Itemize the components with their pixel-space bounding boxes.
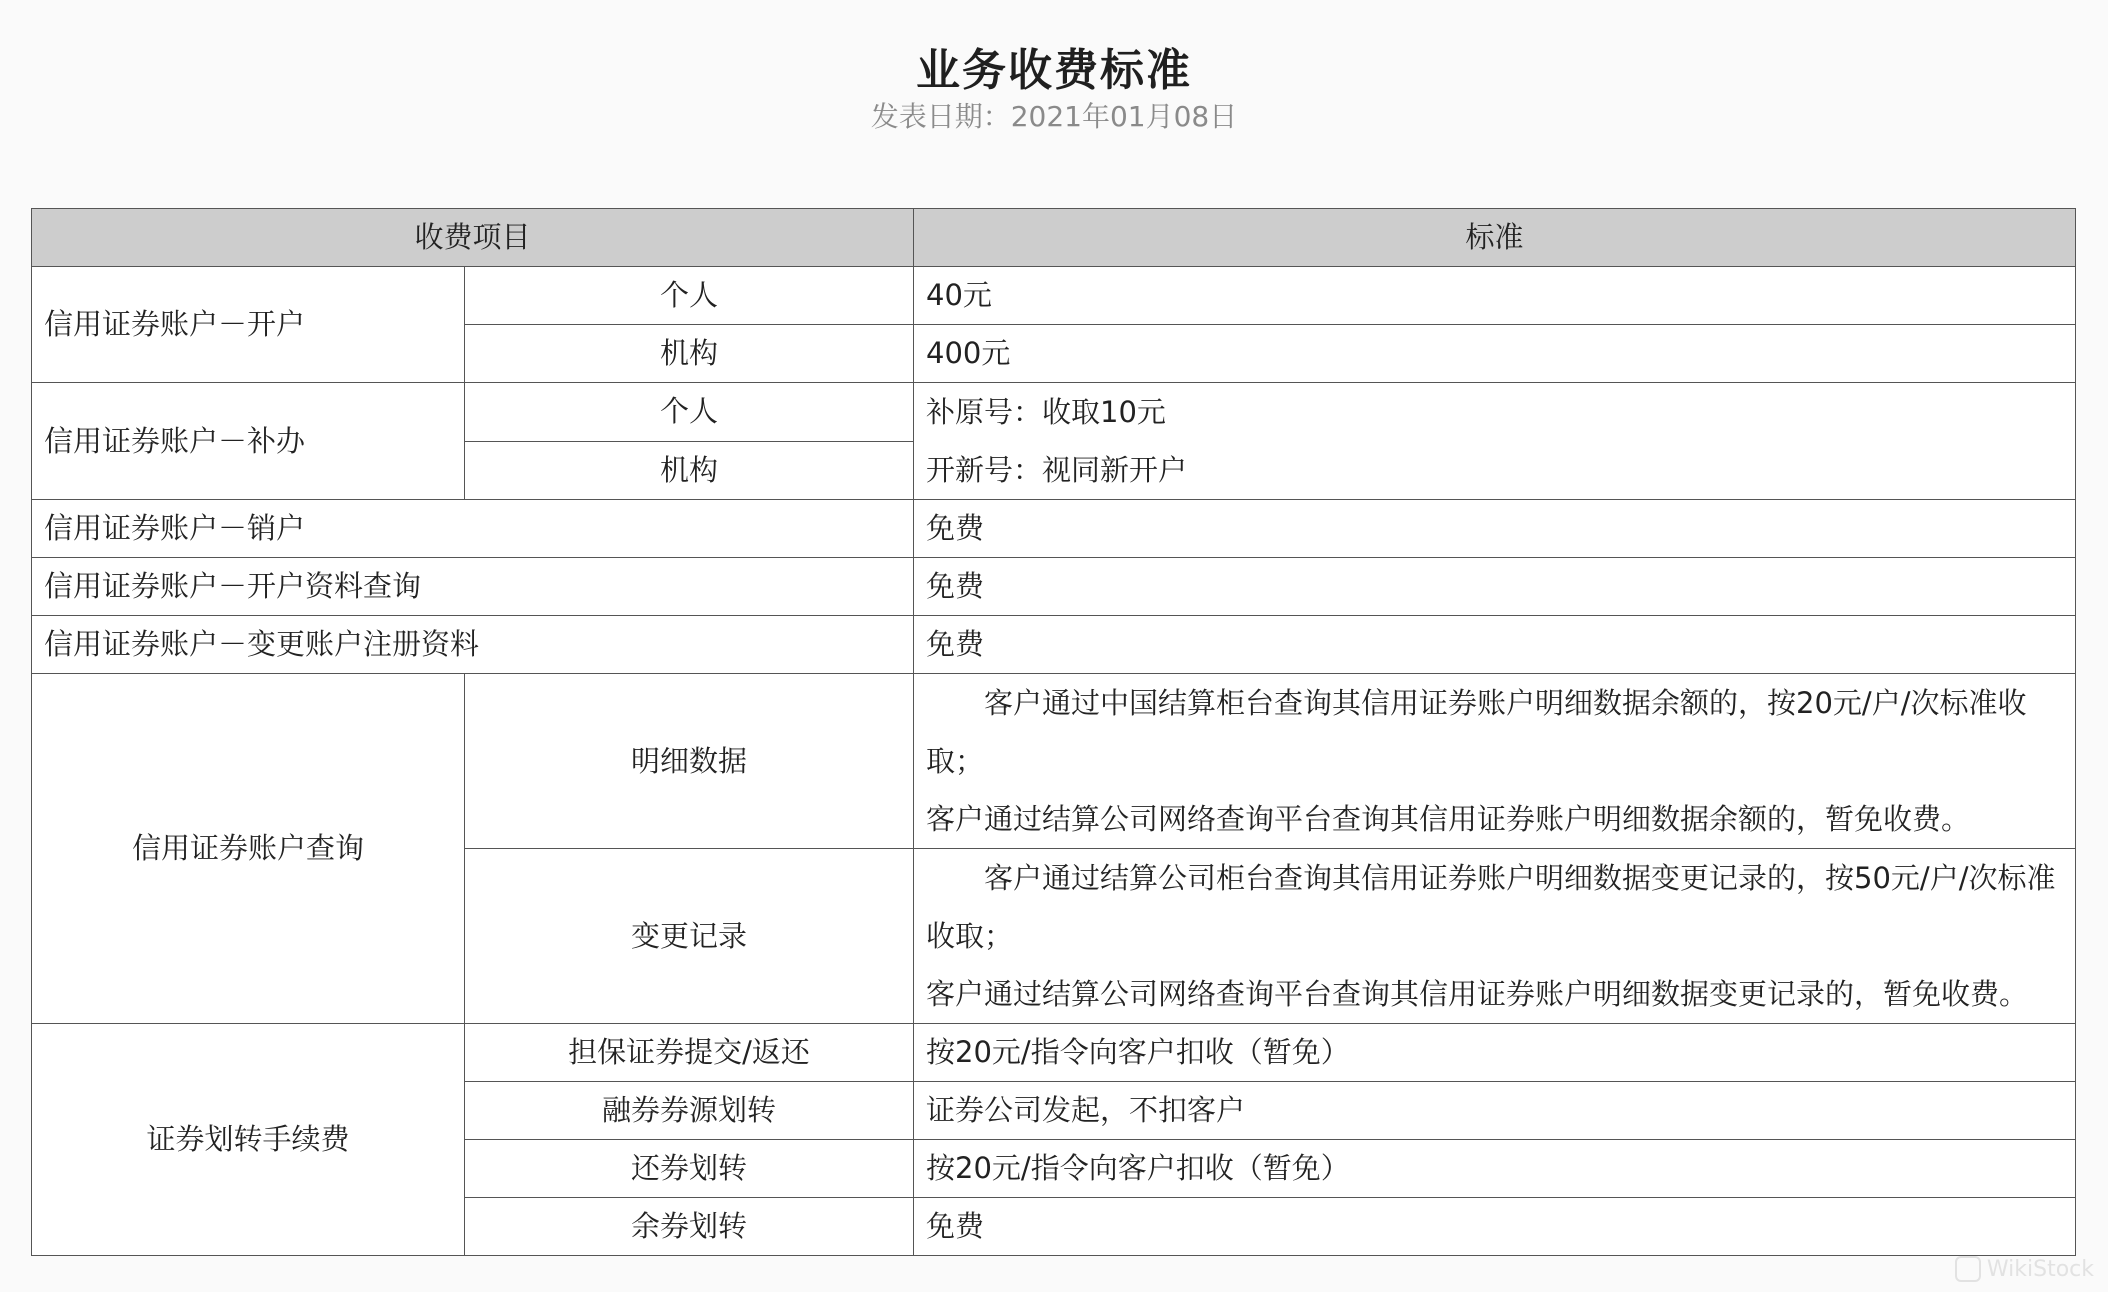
sub-label-transfer: 融券券源划转 bbox=[465, 1082, 914, 1140]
table-row bbox=[32, 558, 2076, 616]
sub-label-institution: 机构 bbox=[465, 441, 914, 500]
header-standard: 标准 bbox=[914, 209, 2076, 267]
fee-value: 40元 bbox=[914, 267, 2076, 325]
fee-line: 客户通过结算公司柜台查询其信用证券账户明细数据变更记录的，按50元/户/次标准收取； bbox=[926, 861, 2056, 953]
watermark-logo-icon bbox=[1955, 1256, 1981, 1282]
sub-label-institution: 机构 bbox=[465, 325, 914, 383]
fee-value: 免费 bbox=[914, 1198, 2076, 1256]
header-fee-item: 收费项目 bbox=[32, 209, 914, 267]
fee-line: 开新号：视同新开户 bbox=[926, 453, 1188, 487]
fee-value: 证券公司发起，不扣客户 bbox=[914, 1082, 2076, 1140]
table-row bbox=[32, 1024, 2076, 1082]
fee-value-change bbox=[914, 849, 2076, 1024]
table-row bbox=[32, 616, 2076, 674]
fee-value: 免费 bbox=[914, 500, 2076, 558]
table-header-row bbox=[32, 209, 2076, 267]
fee-line: 客户通过中国结算柜台查询其信用证券账户明细数据余额的，按20元/户/次标准收取； bbox=[926, 686, 2027, 778]
row-label-open-account: 信用证券账户－开户 bbox=[32, 267, 465, 383]
page-title: 业务收费标准 bbox=[916, 45, 1192, 96]
fee-value: 免费 bbox=[914, 616, 2076, 674]
watermark-text: WikiStock bbox=[1986, 1256, 2094, 1282]
fee-value-detail bbox=[914, 674, 2076, 849]
row-label-change-registration: 信用证券账户－变更账户注册资料 bbox=[32, 616, 914, 674]
fee-value: 按20元/指令向客户扣收（暂免） bbox=[914, 1140, 2076, 1198]
fee-line: 客户通过结算公司网络查询平台查询其信用证券账户明细数据变更记录的，暂免收费。 bbox=[926, 977, 2029, 1011]
row-label-doc-query: 信用证券账户－开户资料查询 bbox=[32, 558, 914, 616]
sub-label-individual: 个人 bbox=[465, 267, 914, 325]
fee-line: 补原号：收取10元 bbox=[926, 395, 1166, 429]
table-row bbox=[32, 383, 2076, 442]
row-label-close-account: 信用证券账户－销户 bbox=[32, 500, 914, 558]
sub-label-detail-data: 明细数据 bbox=[465, 674, 914, 849]
fee-value: 400元 bbox=[914, 325, 2076, 383]
fee-value-reissue bbox=[914, 383, 2076, 500]
row-label-reissue: 信用证券账户－补办 bbox=[32, 383, 465, 500]
watermark bbox=[1955, 1256, 2094, 1282]
sub-label-transfer: 担保证券提交/返还 bbox=[465, 1024, 914, 1082]
row-label-transfer-fee: 证券划转手续费 bbox=[32, 1024, 465, 1256]
sub-label-change-record: 变更记录 bbox=[465, 849, 914, 1024]
fee-value: 免费 bbox=[914, 558, 2076, 616]
sub-label-individual: 个人 bbox=[465, 383, 914, 442]
fee-value: 按20元/指令向客户扣收（暂免） bbox=[914, 1024, 2076, 1082]
table-row bbox=[32, 674, 2076, 849]
sub-label-transfer: 余券划转 bbox=[465, 1198, 914, 1256]
table-row bbox=[32, 267, 2076, 325]
row-label-account-query: 信用证券账户查询 bbox=[32, 674, 465, 1024]
sub-label-transfer: 还券划转 bbox=[465, 1140, 914, 1198]
table-row bbox=[32, 500, 2076, 558]
fee-table bbox=[31, 208, 2076, 1256]
publish-date: 发表日期：2021年01月08日 bbox=[870, 100, 1238, 133]
fee-line: 客户通过结算公司网络查询平台查询其信用证券账户明细数据余额的，暂免收费。 bbox=[926, 802, 1971, 836]
